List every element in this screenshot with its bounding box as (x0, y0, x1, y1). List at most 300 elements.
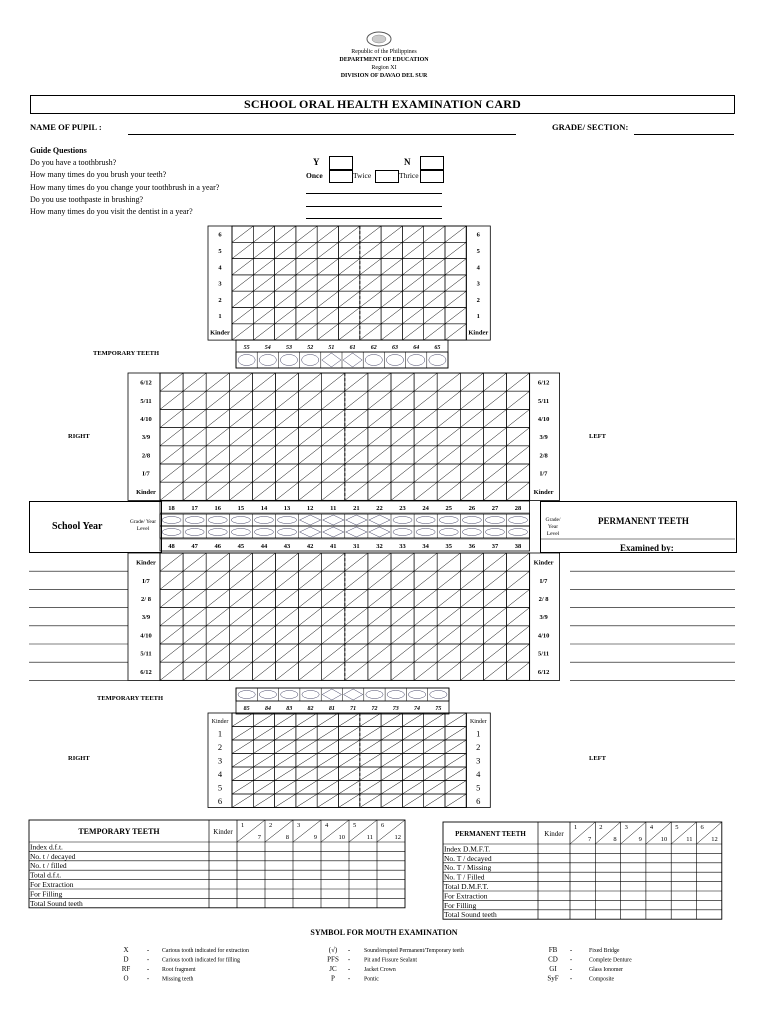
tooth-number: 43 (283, 543, 291, 550)
tooth-icon (322, 353, 341, 367)
tooth-number: 37 (491, 543, 499, 550)
hatch-line (345, 608, 368, 626)
symbol-col1-desc: Carious tooth indicated for filling (162, 957, 240, 964)
tooth-icon (278, 529, 297, 536)
hatch-line (437, 464, 460, 482)
upper-temp-row-label: 3 (476, 280, 480, 288)
hatch-line (483, 644, 506, 662)
hatch-line (507, 391, 530, 409)
hatch-line (360, 754, 381, 768)
hatch-line (391, 391, 414, 409)
lower-temp-row-label: 1 (217, 728, 223, 739)
hatch-line (437, 391, 460, 409)
perm-row-label: I/7 (142, 577, 150, 585)
hatch-line (460, 662, 483, 680)
hatch-line (368, 571, 391, 589)
hatch-line (381, 226, 402, 242)
summary-top-number: 1 (574, 824, 578, 831)
hatch-line (368, 464, 391, 482)
hatch-line (437, 571, 460, 589)
tooth-icon (259, 691, 276, 699)
hatch-line (414, 626, 437, 644)
hatch-line (232, 324, 253, 340)
hatch-line (296, 740, 317, 754)
tooth-number: 38 (514, 543, 522, 550)
symbol-col1-desc: Missing teeth (162, 976, 194, 983)
hatch-line (276, 571, 299, 589)
summary-bottom-number: 12 (711, 836, 718, 843)
upper-temp-row-label: Kinder (468, 329, 489, 337)
hatch-line (391, 428, 414, 446)
hatch-line (360, 242, 381, 258)
summary-top-number: 5 (675, 824, 679, 831)
symbol-col2-code: (√) (328, 946, 338, 954)
hatch-line (317, 754, 338, 768)
lower-temp-row-label: 4 (217, 768, 223, 779)
perm-row-label: I/7 (539, 577, 548, 585)
hatch-line (507, 464, 530, 482)
tooth-icon (323, 527, 344, 537)
hatch-line (160, 464, 183, 482)
name-label: NAME OF PUPIL : (30, 122, 102, 132)
hatch-line (460, 391, 483, 409)
hatch-line (296, 275, 317, 291)
hatch-line (345, 373, 368, 391)
hatch-line (252, 482, 275, 500)
tooth-icon (208, 529, 227, 536)
hatch-line (253, 781, 274, 795)
left-label-upper: LEFT (589, 433, 606, 440)
hatch-line (296, 324, 317, 340)
hatch-line (507, 553, 530, 571)
hatch-line (317, 259, 338, 275)
hatch-line (183, 391, 206, 409)
tooth-number: 23 (399, 505, 406, 512)
hatch-line (345, 446, 368, 464)
hatch-line (345, 626, 368, 644)
summary-temp-row-label: Total d.f.t. (30, 870, 62, 880)
hatch-line (381, 713, 402, 727)
tooth-number: 34 (422, 543, 429, 550)
symbol-col3-dash: - (569, 974, 573, 983)
hatch-line (402, 794, 423, 808)
hatch-line (437, 626, 460, 644)
summary-bottom-number: 9 (638, 836, 642, 843)
hatch-line (507, 644, 530, 662)
lower-temp-row-label: Kinder (469, 718, 487, 725)
hatch-line (339, 291, 360, 307)
hatch-line (160, 571, 183, 589)
hatch-line (299, 589, 322, 607)
hatch-line (339, 794, 360, 808)
summary-top-number: 6 (381, 822, 385, 829)
hatch-line (445, 781, 466, 795)
hatch-line (160, 662, 183, 680)
lower-temporary-label: TEMPORARY TEETH (97, 695, 164, 702)
tooth-number: 47 (191, 543, 198, 550)
hatch-line (360, 324, 381, 340)
tooth-number: 54 (264, 345, 271, 351)
hatch-line (414, 464, 437, 482)
hatch-line (483, 464, 506, 482)
tooth-number: 27 (491, 505, 499, 512)
hatch-line (252, 391, 275, 409)
tooth-icon (231, 517, 250, 524)
hatch-line (183, 608, 206, 626)
hatch-line (483, 409, 506, 427)
tooth-icon (238, 355, 255, 366)
tooth-number: 62 (370, 345, 377, 351)
hatch-line (253, 754, 274, 768)
summary-temp-row-label: For Filling (30, 889, 63, 899)
hatch-line (299, 391, 322, 409)
hatch-line (402, 767, 423, 781)
hatch-line (232, 259, 253, 275)
hatch-line (368, 553, 391, 571)
hatch-line (160, 553, 183, 571)
hatch-line (507, 571, 530, 589)
hatch-line (252, 644, 275, 662)
symbol-col3-code: SyF (547, 974, 559, 983)
hatch-line (368, 644, 391, 662)
tooth-number: 18 (168, 505, 175, 512)
tooth-icon (238, 691, 255, 699)
perm-row-label: Kinder (136, 488, 156, 496)
hatch-line (232, 291, 253, 307)
hatch-line (206, 589, 229, 607)
hatch-line (345, 571, 368, 589)
hatch-line (360, 713, 381, 727)
hatch-line (253, 308, 274, 324)
hatch-line (317, 324, 338, 340)
lower-temp-row-label: 4 (476, 768, 481, 779)
tooth-icon (439, 517, 458, 524)
summary-top-number: 4 (649, 824, 654, 831)
hatch-line (402, 291, 423, 307)
hatch-line (381, 324, 402, 340)
hatch-line (275, 713, 296, 727)
summary-temp-kinder: Kinder (213, 828, 233, 836)
hatch-line (322, 553, 345, 571)
hatch-line (483, 446, 506, 464)
tooth-icon (439, 529, 458, 536)
summary-bottom-number: 11 (686, 836, 693, 843)
hatch-line (460, 553, 483, 571)
hatch-line (402, 308, 423, 324)
tooth-number: 22 (376, 505, 383, 512)
hatch-line (206, 428, 229, 446)
hatch-line (229, 409, 252, 427)
summary-top-number: 5 (353, 822, 357, 829)
hatch-line (232, 308, 253, 324)
hatch-line (414, 482, 437, 500)
hatch-line (445, 727, 466, 741)
hatch-line (424, 754, 445, 768)
hatch-line (339, 713, 360, 727)
hatch-line (229, 464, 252, 482)
hatch-line (322, 589, 345, 607)
hatch-line (275, 754, 296, 768)
hatch-line (391, 608, 414, 626)
hatch-line (360, 781, 381, 795)
hatch-line (252, 571, 275, 589)
hatch-line (424, 713, 445, 727)
perm-row-label: 5/11 (140, 397, 152, 405)
hatch-line (460, 626, 483, 644)
summary-bottom-number: 8 (613, 836, 617, 843)
hatch-line (507, 409, 530, 427)
hatch-line (381, 740, 402, 754)
hatch-line (296, 242, 317, 258)
perm-row-label: 6/12 (537, 379, 550, 387)
hatch-line (299, 626, 322, 644)
hatch-line (317, 308, 338, 324)
hatch-line (229, 446, 252, 464)
symbol-col1-code: RF (121, 965, 131, 973)
hatch-line (275, 259, 296, 275)
tooth-icon (462, 517, 481, 524)
symbol-col1-dash: - (146, 974, 150, 983)
hatch-line (360, 740, 381, 754)
hatch-line (424, 727, 445, 741)
card-title: SCHOOL ORAL HEALTH EXAMINATION CARD (243, 97, 522, 111)
symbol-col2-dash: - (347, 946, 351, 954)
symbol-col3-code: GI (549, 965, 557, 973)
perm-row-label: 3/9 (539, 614, 548, 622)
hatch-line (299, 428, 322, 446)
hatch-line (322, 608, 345, 626)
hatch-line (253, 275, 274, 291)
tooth-icon (300, 527, 321, 537)
hatch-line (381, 781, 402, 795)
symbol-col3-dash: - (569, 955, 573, 964)
hatch-line (232, 740, 253, 754)
hatch-line (317, 781, 338, 795)
upper-temp-row-label: Kinder (210, 329, 230, 337)
hatch-line (368, 482, 391, 500)
upper-temporary-label: TEMPORARY TEETH (93, 350, 160, 357)
hatch-line (322, 409, 345, 427)
hatch-line (160, 409, 183, 427)
hatch-line (253, 242, 274, 258)
hatch-line (275, 275, 296, 291)
hatch-line (253, 727, 274, 741)
hatch-line (253, 291, 274, 307)
tooth-number: 21 (353, 505, 360, 512)
lower-temp-row-label: 5 (476, 782, 481, 793)
hatch-line (322, 482, 345, 500)
header-region: Region XI (371, 65, 397, 71)
perm-row-label: 3/9 (141, 614, 151, 622)
hatch-line (445, 324, 466, 340)
header-division: DIVISION OF DAVAO DEL SUR (340, 73, 428, 79)
tooth-icon (416, 517, 435, 524)
symbol-col3-code: FB (548, 946, 558, 954)
hatch-line (229, 589, 252, 607)
lower-temp-row-label: 2 (476, 741, 481, 752)
hatch-line (424, 242, 445, 258)
symbol-col2-desc: Pit and Fissure Sealant (364, 957, 417, 964)
symbol-col1-desc: Root fragment (162, 967, 196, 973)
hatch-line (160, 644, 183, 662)
summary-temp-row-label: No. t / decayed (30, 851, 76, 861)
hatch-line (381, 794, 402, 808)
perm-row-label: 6/12 (140, 668, 152, 676)
hatch-line (276, 482, 299, 500)
hatch-line (253, 767, 274, 781)
hatch-line (206, 571, 229, 589)
hatch-line (232, 727, 253, 741)
summary-top-number: 1 (241, 822, 245, 829)
hatch-line (360, 226, 381, 242)
symbols-title: SYMBOL FOR MOUTH EXAMINATION (310, 928, 458, 937)
tooth-number: 72 (371, 706, 378, 712)
hatch-line (360, 767, 381, 781)
yes-label: Y (313, 157, 320, 167)
hatch-line (391, 626, 414, 644)
hatch-line (345, 589, 368, 607)
lower-temp-row-label: 3 (476, 755, 481, 766)
hatch-line (322, 373, 345, 391)
hatch-line (206, 644, 229, 662)
summary-perm-row-label: No. T / decayed (444, 853, 492, 863)
hatch-line (368, 446, 391, 464)
hatch-line (507, 446, 530, 464)
summary-perm-row-label: For Filling (444, 900, 477, 910)
hatch-line (229, 482, 252, 500)
guide-question: Do you have a toothbrush? (30, 158, 117, 167)
hatch-line (299, 553, 322, 571)
hatch-line (368, 428, 391, 446)
hatch-line (414, 608, 437, 626)
hatch-line (414, 644, 437, 662)
symbol-col2-dash: - (347, 955, 351, 964)
symbol-col2-code: PFS (327, 955, 339, 964)
hatch-line (183, 409, 206, 427)
summary-perm-row-label: No. T / Missing (444, 863, 492, 873)
tooth-icon (509, 529, 528, 536)
hatch-line (437, 373, 460, 391)
hatch-line (402, 727, 423, 741)
tooth-icon (254, 517, 273, 524)
hatch-line (317, 226, 338, 242)
hatch-line (276, 626, 299, 644)
hatch-line (424, 324, 445, 340)
hatch-line (460, 373, 483, 391)
hatch-line (317, 713, 338, 727)
guide-question: Do you use toothpaste in brushing? (30, 194, 144, 204)
tooth-number: 84 (264, 706, 271, 712)
symbol-col2-dash: - (347, 965, 351, 973)
symbol-col2-code: JC (329, 965, 337, 973)
hatch-line (317, 242, 338, 258)
summary-bottom-number: 11 (366, 834, 373, 841)
symbol-col1-code: D (123, 955, 129, 964)
hatch-line (252, 428, 275, 446)
hatch-line (424, 226, 445, 242)
tooth-icon (280, 355, 297, 366)
hatch-line (322, 391, 345, 409)
hatch-line (275, 324, 296, 340)
hatch-line (437, 662, 460, 680)
hatch-line (507, 626, 530, 644)
hatch-line (296, 767, 317, 781)
tooth-icon (369, 515, 390, 525)
header-republic: Republic of the Philippines (351, 49, 417, 55)
upper-temp-row-label: 2 (218, 296, 222, 304)
hatch-line (391, 373, 414, 391)
symbol-col2-desc: Sound/erupted Permanent/Temporary teeth (364, 948, 464, 954)
hatch-line (296, 226, 317, 242)
hatch-line (391, 644, 414, 662)
hatch-line (232, 767, 253, 781)
tooth-number: 74 (414, 706, 421, 712)
hatch-line (483, 662, 506, 680)
hatch-line (275, 794, 296, 808)
hatch-line (483, 482, 506, 500)
hatch-line (339, 754, 360, 768)
hatch-line (339, 767, 360, 781)
hatch-line (445, 740, 466, 754)
hatch-line (275, 291, 296, 307)
tooth-number: 51 (328, 345, 335, 351)
right-label-lower: RIGHT (68, 755, 90, 762)
hatch-line (483, 589, 506, 607)
tooth-icon (208, 517, 227, 524)
tooth-icon (408, 355, 425, 366)
summary-temp-title: TEMPORARY TEETH (78, 827, 160, 836)
hatch-line (391, 482, 414, 500)
symbol-col3-code: CD (548, 955, 558, 964)
hatch-line (414, 428, 437, 446)
right-label-upper: RIGHT (68, 433, 90, 440)
hatch-line (317, 275, 338, 291)
tooth-number: 33 (399, 543, 406, 550)
tooth-number: 25 (445, 505, 452, 512)
hatch-line (229, 662, 252, 680)
perm-row-label: 2/8 (141, 452, 151, 460)
hatch-line (360, 794, 381, 808)
hatch-line (252, 589, 275, 607)
hatch-line (317, 727, 338, 741)
hatch-line (437, 428, 460, 446)
grade-label: GRADE/ SECTION: (552, 122, 629, 132)
hatch-line (183, 626, 206, 644)
hatch-line (460, 644, 483, 662)
hatch-line (360, 727, 381, 741)
hatch-line (414, 553, 437, 571)
hatch-line (391, 409, 414, 427)
upper-temp-row-label: 4 (218, 264, 222, 272)
hatch-line (275, 226, 296, 242)
hatch-line (391, 446, 414, 464)
tooth-icon (485, 529, 504, 536)
summary-bottom-number: 12 (394, 834, 401, 841)
hatch-line (206, 608, 229, 626)
hatch-line (275, 727, 296, 741)
hatch-line (460, 428, 483, 446)
hatch-line (507, 608, 530, 626)
hatch-line (402, 740, 423, 754)
tooth-icon (185, 517, 204, 524)
hatch-line (460, 482, 483, 500)
hatch-line (402, 754, 423, 768)
hatch-line (424, 794, 445, 808)
tooth-icon (254, 529, 273, 536)
perm-row-label: Kinder (533, 559, 554, 567)
hatch-line (206, 373, 229, 391)
hatch-line (445, 242, 466, 258)
